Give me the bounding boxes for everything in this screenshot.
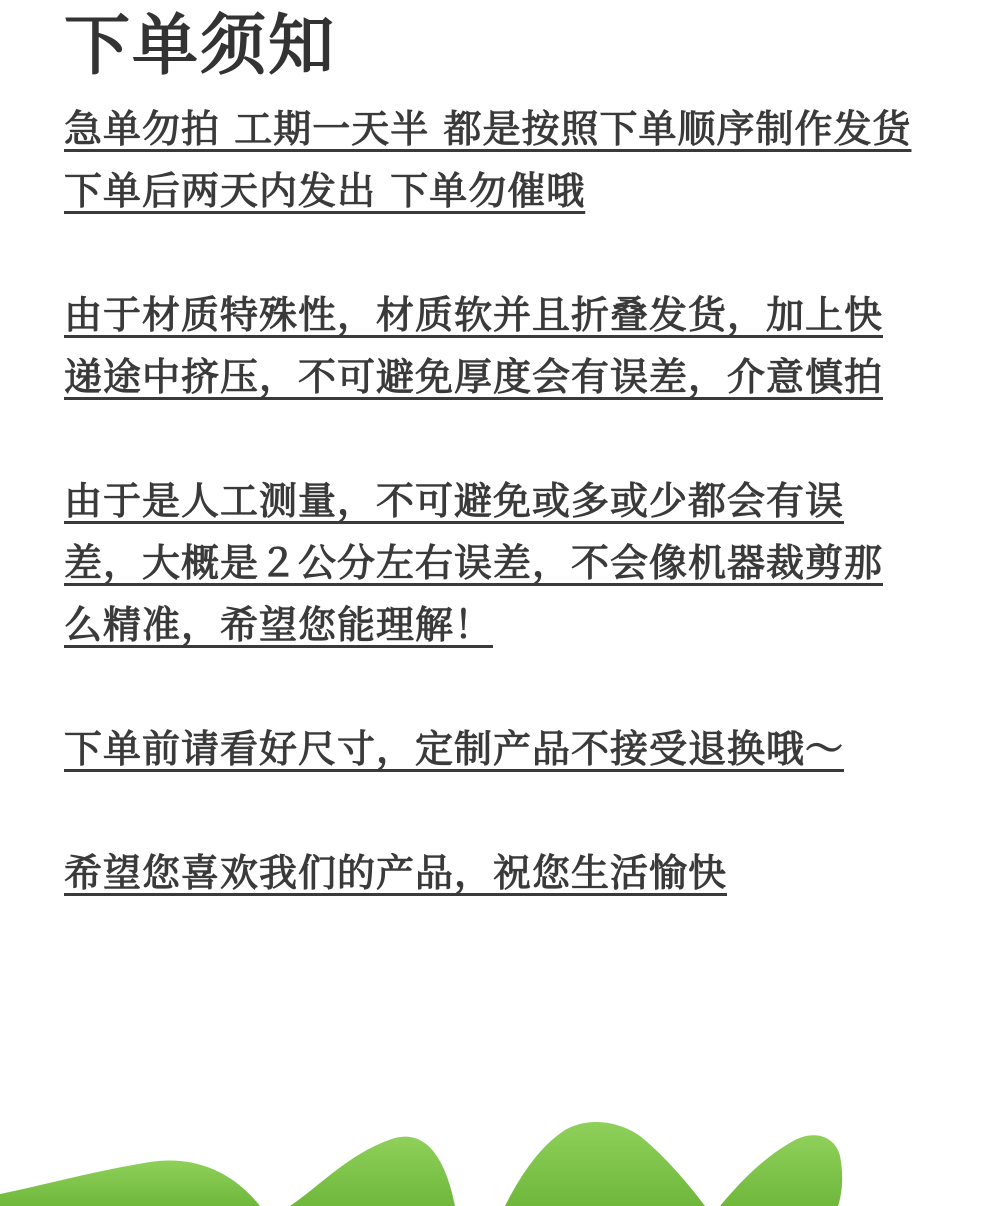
notice-paragraph-measurement: 由于是人工测量，不可避免或多或少都会有误差，大概是２公分左右误差，不会像机器裁剪那么精准，希望您能理解！ (64, 479, 884, 647)
leaf-shape-3 (505, 1122, 705, 1206)
notice-content (64, 0, 914, 904)
notice-paragraph-processing: 急单勿拍 工期一天半 都是按照下单顺序制作发货 下单后两天内发出 下单勿催哦 (64, 107, 912, 213)
leaf-shape-4 (720, 1135, 842, 1206)
notice-paragraph-material: 由于材质特殊性，材质软并且折叠发货，加上快递途中挤压，不可避免厚度会有误差，介意慎拍 (64, 293, 884, 399)
notice-paragraph-wishes: 希望您喜欢我们的产品，祝您生活愉快 (64, 851, 728, 895)
green-leaf-decoration (0, 1116, 990, 1206)
leaf-shape-1 (0, 1161, 260, 1206)
notice-paragraph-size: 下单前请看好尺寸，定制产品不接受退换哦～ (64, 727, 845, 771)
page-title: 下单须知 (64, 7, 336, 84)
leaf-shape-2 (290, 1137, 455, 1206)
